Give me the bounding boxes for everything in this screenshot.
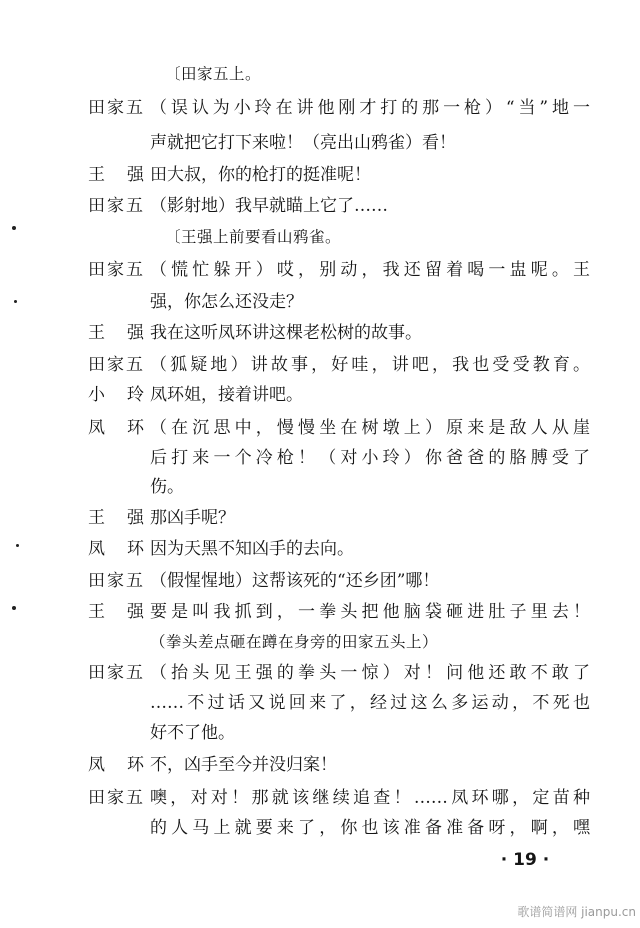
speaker-name: 王强 (88, 323, 166, 343)
script-line (0, 255, 640, 285)
script-line (0, 443, 640, 473)
script-line (0, 472, 640, 502)
script-line (0, 783, 640, 813)
script-line (0, 718, 640, 748)
dialogue-text: 田大叔，你的枪打的挺准呢！ (150, 165, 371, 185)
stage-direction: 〔田家五上。 (165, 65, 262, 83)
speaker-name: 王强 (88, 602, 166, 622)
dialogue-text: （影射地）我早就瞄上它了…… (150, 196, 388, 216)
speaker-name: 凤环 (88, 755, 166, 775)
script-line (0, 566, 640, 596)
watermark: 歌谱简谱网 jianpu.cn (517, 905, 636, 919)
dialogue-text: （假惺惺地）这帮该死的“还乡团”哪！ (150, 571, 440, 591)
script-line (0, 350, 640, 380)
script-line (0, 287, 640, 317)
speaker-name: 田家五 (88, 98, 145, 118)
script-line (0, 658, 640, 688)
stage-direction: 〔王强上前要看山鸦雀。 (165, 228, 342, 246)
speaker-name: 田家五 (88, 663, 145, 683)
speaker-name: 田家五 (88, 260, 145, 280)
dialogue-text: 好不了他。 (150, 723, 235, 743)
dialogue-text: 要是叫我抓到，一拳头把他脑袋砸进肚子里去！ (150, 602, 590, 622)
script-line (0, 534, 640, 564)
script-line (0, 503, 640, 533)
script-line (0, 380, 640, 410)
script-line (0, 59, 640, 89)
dialogue-text: 不，凶手至今并没归案！ (150, 755, 337, 775)
dialogue-text: 伤。 (150, 477, 184, 497)
speaker-name: 王强 (88, 165, 166, 185)
dialogue-text: 声就把它打下来啦！（亮出山鸦雀）看！ (150, 133, 456, 153)
dialogue-text: 我在这听凤环讲这棵老松树的故事。 (150, 323, 422, 343)
dialogue-text: （抬头见王强的拳头一惊）对！问他还敢不敢了 (150, 663, 590, 683)
speaker-name: 田家五 (88, 788, 145, 808)
script-line (0, 750, 640, 780)
speaker-name: 小玲 (88, 385, 166, 405)
script-line (0, 160, 640, 190)
dialogue-text: （误认为小玲在讲他刚才打的那一枪）“当”地一 (150, 98, 590, 118)
dialogue-text: 因为天黑不知凶手的去向。 (150, 539, 354, 559)
dialogue-text: 的人马上就要来了，你也该准备准备呀，啊，嘿 (150, 818, 590, 838)
dialogue-text: 强，你怎么还没走？ (150, 292, 303, 312)
speaker-name: 凤环 (88, 539, 166, 559)
script-line (0, 688, 640, 718)
speaker-name: 凤环 (88, 418, 166, 438)
page-number: · 19 · (500, 850, 550, 870)
script-line (0, 413, 640, 443)
dialogue-text: 后打来一个冷枪！（对小玲）你爸爸的胳膊受了 (150, 448, 590, 468)
speaker-name: 田家五 (88, 196, 145, 216)
script-line (0, 813, 640, 843)
script-line (0, 222, 640, 252)
script-line (0, 318, 640, 348)
speaker-name: 王强 (88, 508, 166, 528)
dialogue-text: （慌忙躲开）哎，别动，我还留着喝一盅呢。王 (150, 260, 590, 280)
script-line (0, 597, 640, 627)
dialogue-text: 那凶手呢？ (150, 508, 235, 528)
stage-direction: （拳头差点砸在蹲在身旁的田家五头上） (150, 633, 439, 651)
dialogue-text: ……不过话又说回来了，经过这么多运动，不死也 (150, 693, 590, 713)
script-line (0, 93, 640, 123)
dialogue-text: （狐疑地）讲故事，好哇，讲吧，我也受受教育。 (150, 355, 590, 375)
dialogue-text: 凤环姐，接着讲吧。 (150, 385, 303, 405)
script-line (0, 627, 640, 657)
dialogue-text: 噢，对对！那就该继续追查！……凤环哪，定苗种 (150, 788, 590, 808)
script-line (0, 191, 640, 221)
script-line (0, 128, 640, 158)
dialogue-text: （在沉思中，慢慢坐在树墩上）原来是敌人从崖 (150, 418, 590, 438)
speaker-name: 田家五 (88, 571, 145, 591)
speaker-name: 田家五 (88, 355, 145, 375)
